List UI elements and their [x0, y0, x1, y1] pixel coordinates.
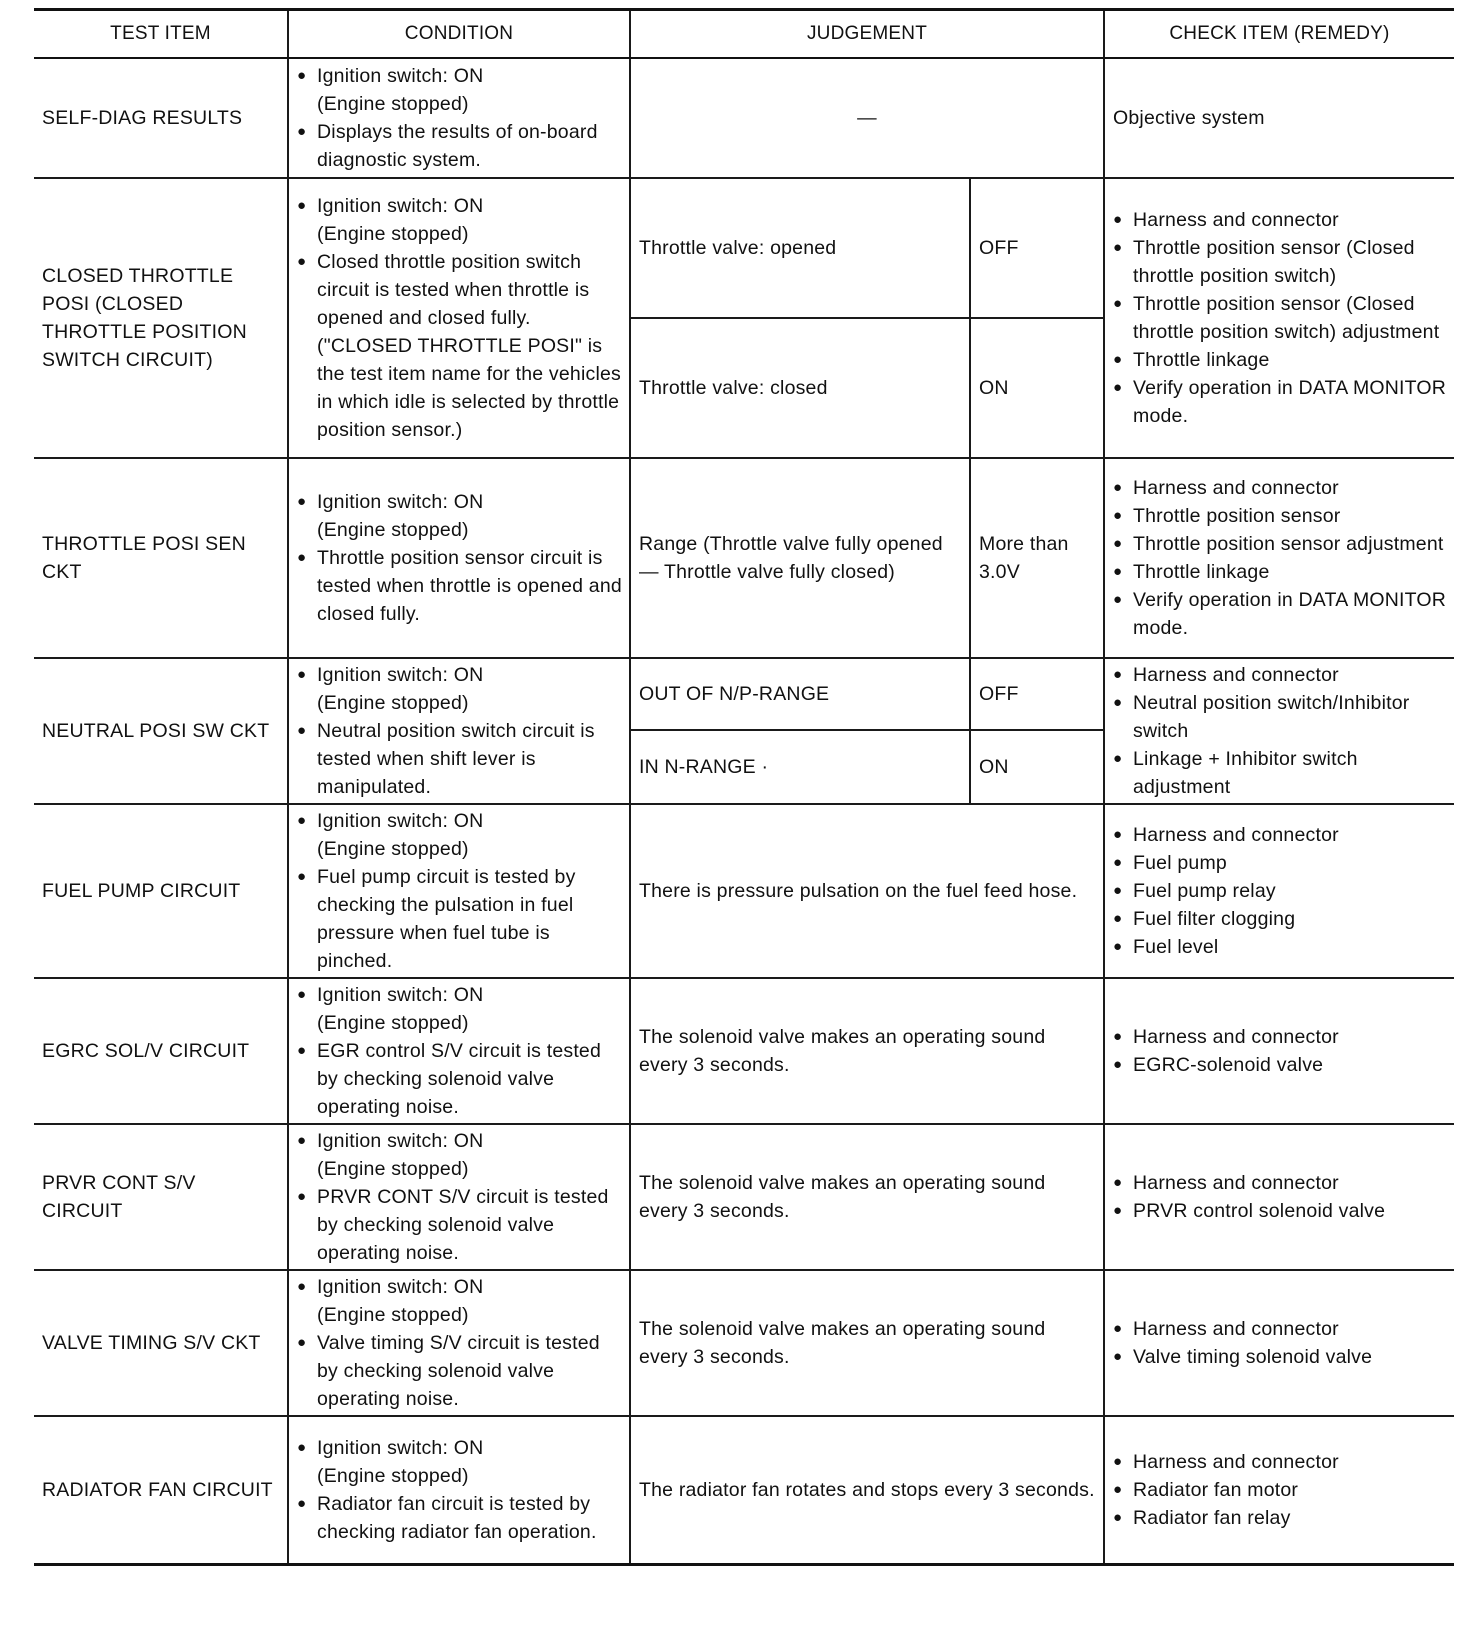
condition-bullet: ● Closed throttle position switch circuit is tested when throttle is opened and closed fully. ("CLOSED THROTTLE POSI" is the test item name for the vehicles in which idle is selected by throttle position sensor.): [297, 248, 625, 444]
header-condition: CONDITION: [288, 10, 630, 59]
remedy-bullet: ● Throttle linkage: [1113, 558, 1450, 586]
condition-bullet: ● Ignition switch: ON (Engine stopped): [297, 1127, 625, 1183]
test-item-cell: EGRC SOL/V CIRCUIT: [34, 978, 288, 1124]
remedy-bullet: ● Linkage + Inhibitor switch adjustment: [1113, 745, 1450, 801]
remedy-bullet: ● Radiator fan relay: [1113, 1504, 1450, 1532]
remedy-cell: [1104, 1124, 1454, 1270]
table-row: [34, 1416, 1454, 1564]
condition-cell: [288, 1270, 630, 1416]
judgement-cell: The solenoid valve makes an operating sound every 3 seconds.: [630, 978, 1104, 1124]
remedy-bullet: ● Verify operation in DATA MONITOR mode.: [1113, 586, 1450, 642]
remedy-cell: [1104, 178, 1454, 458]
remedy-bullet: ● Throttle position sensor (Closed throttle position switch): [1113, 234, 1450, 290]
test-item-cell: VALVE TIMING S/V CKT: [34, 1270, 288, 1416]
test-item-cell: THROTTLE POSI SEN CKT: [34, 458, 288, 658]
remedy-bullet: ● Fuel level: [1113, 933, 1450, 961]
header-judgement: JUDGEMENT: [630, 10, 1104, 59]
remedy-bullet: ● Harness and connector: [1113, 1448, 1450, 1476]
judgement-cell: There is pressure pulsation on the fuel feed hose.: [630, 804, 1104, 978]
condition-cell: [288, 458, 630, 658]
condition-cell: [288, 658, 630, 804]
condition-bullet: ● Ignition switch: ON (Engine stopped): [297, 62, 625, 118]
test-item-cell: SELF-DIAG RESULTS: [34, 58, 288, 178]
judgement-cell: The radiator fan rotates and stops every 3 seconds.: [630, 1416, 1104, 1564]
test-item-cell: FUEL PUMP CIRCUIT: [34, 804, 288, 978]
judgement-state-cell: OUT OF N/P-RANGE: [630, 658, 970, 730]
remedy-bullet: ● Harness and connector: [1113, 1315, 1450, 1343]
remedy-bullet: ● Fuel pump: [1113, 849, 1450, 877]
judgement-state-cell: Throttle valve: opened: [630, 178, 970, 318]
condition-cell: [288, 58, 630, 178]
remedy-bullet: ● Throttle linkage: [1113, 346, 1450, 374]
remedy-bullet: ● Verify operation in DATA MONITOR mode.: [1113, 374, 1450, 430]
table-row: [34, 458, 1454, 658]
remedy-bullet: ● Neutral position switch/Inhibitor switch: [1113, 689, 1450, 745]
remedy-bullet: ● Throttle position sensor: [1113, 502, 1450, 530]
header-test-item: TEST ITEM: [34, 10, 288, 59]
remedy-cell: [1104, 1270, 1454, 1416]
judgement-value-cell: OFF: [970, 178, 1104, 318]
table-row: [34, 658, 1454, 730]
table-row: [34, 978, 1454, 1124]
condition-cell: [288, 1124, 630, 1270]
judgement-value-cell: ON: [970, 318, 1104, 458]
table-row: [34, 1124, 1454, 1270]
header-check-item: CHECK ITEM (REMEDY): [1104, 10, 1454, 59]
remedy-bullet: ● EGRC-solenoid valve: [1113, 1051, 1450, 1079]
judgement-cell: The solenoid valve makes an operating sound every 3 seconds.: [630, 1124, 1104, 1270]
test-item-cell: RADIATOR FAN CIRCUIT: [34, 1416, 288, 1564]
remedy-bullet: ● Harness and connector: [1113, 1169, 1450, 1197]
judgement-state-cell: IN N-RANGE ·: [630, 730, 970, 804]
condition-cell: [288, 178, 630, 458]
condition-bullet: ● Throttle position sensor circuit is tested when throttle is opened and closed fully.: [297, 544, 625, 628]
condition-bullet: ● Neutral position switch circuit is tested when shift lever is manipulated.: [297, 717, 625, 801]
table-row: [34, 178, 1454, 318]
condition-cell: [288, 804, 630, 978]
remedy-bullet: ● Harness and connector: [1113, 661, 1450, 689]
table-row: [34, 58, 1454, 178]
remedy-bullet: ● PRVR control solenoid valve: [1113, 1197, 1450, 1225]
condition-bullet: ● Ignition switch: ON (Engine stopped): [297, 1273, 625, 1329]
diagnostic-test-table: [34, 8, 1454, 1566]
condition-bullet: ● Ignition switch: ON (Engine stopped): [297, 807, 625, 863]
remedy-cell: [1104, 458, 1454, 658]
condition-bullet: ● PRVR CONT S/V circuit is tested by checking solenoid valve operating noise.: [297, 1183, 625, 1267]
condition-cell: [288, 978, 630, 1124]
table-row: [34, 1270, 1454, 1416]
remedy-cell: [1104, 978, 1454, 1124]
judgement-value-cell: More than 3.0V: [970, 458, 1104, 658]
remedy-bullet: ● Throttle position sensor (Closed throttle position switch) adjustment: [1113, 290, 1450, 346]
condition-bullet: ● Radiator fan circuit is tested by checking radiator fan operation.: [297, 1490, 625, 1546]
judgement-value-cell: ON: [970, 730, 1104, 804]
condition-bullet: ● Fuel pump circuit is tested by checking the pulsation in fuel pressure when fuel tube is pinched.: [297, 863, 625, 975]
remedy-bullet: ● Fuel filter clogging: [1113, 905, 1450, 933]
judgement-state-cell: Range (Throttle valve fully opened — Throttle valve fully closed): [630, 458, 970, 658]
condition-bullet: ● Displays the results of on-board diagnostic system.: [297, 118, 625, 174]
test-item-cell: CLOSED THROTTLE POSI (CLOSED THROTTLE POSITION SWITCH CIRCUIT): [34, 178, 288, 458]
test-item-cell: NEUTRAL POSI SW CKT: [34, 658, 288, 804]
remedy-bullet: ● Fuel pump relay: [1113, 877, 1450, 905]
remedy-bullet: ● Valve timing solenoid valve: [1113, 1343, 1450, 1371]
condition-bullet: ● Valve timing S/V circuit is tested by checking solenoid valve operating noise.: [297, 1329, 625, 1413]
remedy-bullet: ● Radiator fan motor: [1113, 1476, 1450, 1504]
judgement-state-cell: Throttle valve: closed: [630, 318, 970, 458]
remedy-bullet: ● Harness and connector: [1113, 206, 1450, 234]
condition-bullet: ● EGR control S/V circuit is tested by checking solenoid valve operating noise.: [297, 1037, 625, 1121]
condition-cell: [288, 1416, 630, 1564]
remedy-bullet: ● Harness and connector: [1113, 474, 1450, 502]
judgement-value-cell: OFF: [970, 658, 1104, 730]
remedy-cell: [1104, 804, 1454, 978]
condition-bullet: ● Ignition switch: ON (Engine stopped): [297, 192, 625, 248]
table-row: [34, 804, 1454, 978]
remedy-bullet: ● Harness and connector: [1113, 1023, 1450, 1051]
test-item-cell: PRVR CONT S/V CIRCUIT: [34, 1124, 288, 1270]
condition-bullet: ● Ignition switch: ON (Engine stopped): [297, 661, 625, 717]
header-row: [34, 10, 1454, 59]
remedy-bullet: ● Throttle position sensor adjustment: [1113, 530, 1450, 558]
condition-bullet: ● Ignition switch: ON (Engine stopped): [297, 981, 625, 1037]
remedy-bullet: ● Harness and connector: [1113, 821, 1450, 849]
remedy-cell: Objective system: [1104, 58, 1454, 178]
condition-bullet: ● Ignition switch: ON (Engine stopped): [297, 488, 625, 544]
condition-bullet: ● Ignition switch: ON (Engine stopped): [297, 1434, 625, 1490]
judgement-cell: —: [630, 58, 1104, 178]
remedy-cell: [1104, 1416, 1454, 1564]
judgement-cell: The solenoid valve makes an operating sound every 3 seconds.: [630, 1270, 1104, 1416]
remedy-cell: [1104, 658, 1454, 804]
